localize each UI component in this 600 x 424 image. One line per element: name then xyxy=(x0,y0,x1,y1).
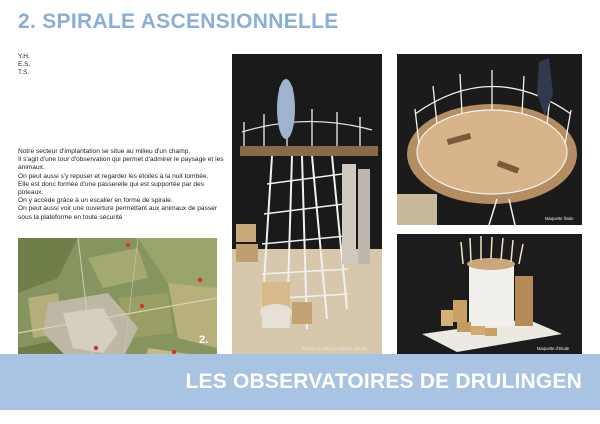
project-description xyxy=(18,148,226,222)
description-line: On peut aussi s'y reposer et regarder les étoiles à la nuit tombée. xyxy=(18,172,209,180)
description-line: Il s'agit d'une tour d'observation qui permet d'admirer le paysage et les animaux. xyxy=(18,156,224,172)
model-photo-image xyxy=(232,54,382,355)
photo-caption: Maquette finale xyxy=(545,216,574,221)
model-photo-work-in-progress xyxy=(232,54,382,355)
model-photo-final xyxy=(397,54,582,225)
author-initials: T.S. xyxy=(18,69,30,76)
page-title: 2. SPIRALE ASCENSIONNELLE xyxy=(18,10,339,33)
description-line: On y accède grâce à un escalier en forme de spirale. xyxy=(18,197,173,205)
author-initials: Y.H. xyxy=(18,53,30,60)
map-label: 2. xyxy=(199,334,209,346)
description-line: Elle est donc formée d'une passerelle qui est supportée par des poteaux. xyxy=(18,180,204,197)
title-banner xyxy=(0,354,600,410)
description-line: Notre secteur d'implantation se situe au milieu d'un champ. xyxy=(18,148,191,155)
authors-list xyxy=(18,53,30,77)
photo-caption: Travail en cours / maquette d'étude xyxy=(302,346,368,351)
banner-title: LES OBSERVATOIRES DE DRULINGEN xyxy=(185,370,582,393)
model-photo-image xyxy=(397,54,582,225)
description-line: On peut aussi voir une ouverture permettant aux animaux de passer sous la plateforme en toute sécurité xyxy=(18,205,218,221)
photo-caption: Maquette d'étude xyxy=(537,346,570,351)
model-photo-image xyxy=(397,234,582,354)
author-initials: E.S. xyxy=(18,61,31,68)
model-photo-study xyxy=(397,234,582,354)
